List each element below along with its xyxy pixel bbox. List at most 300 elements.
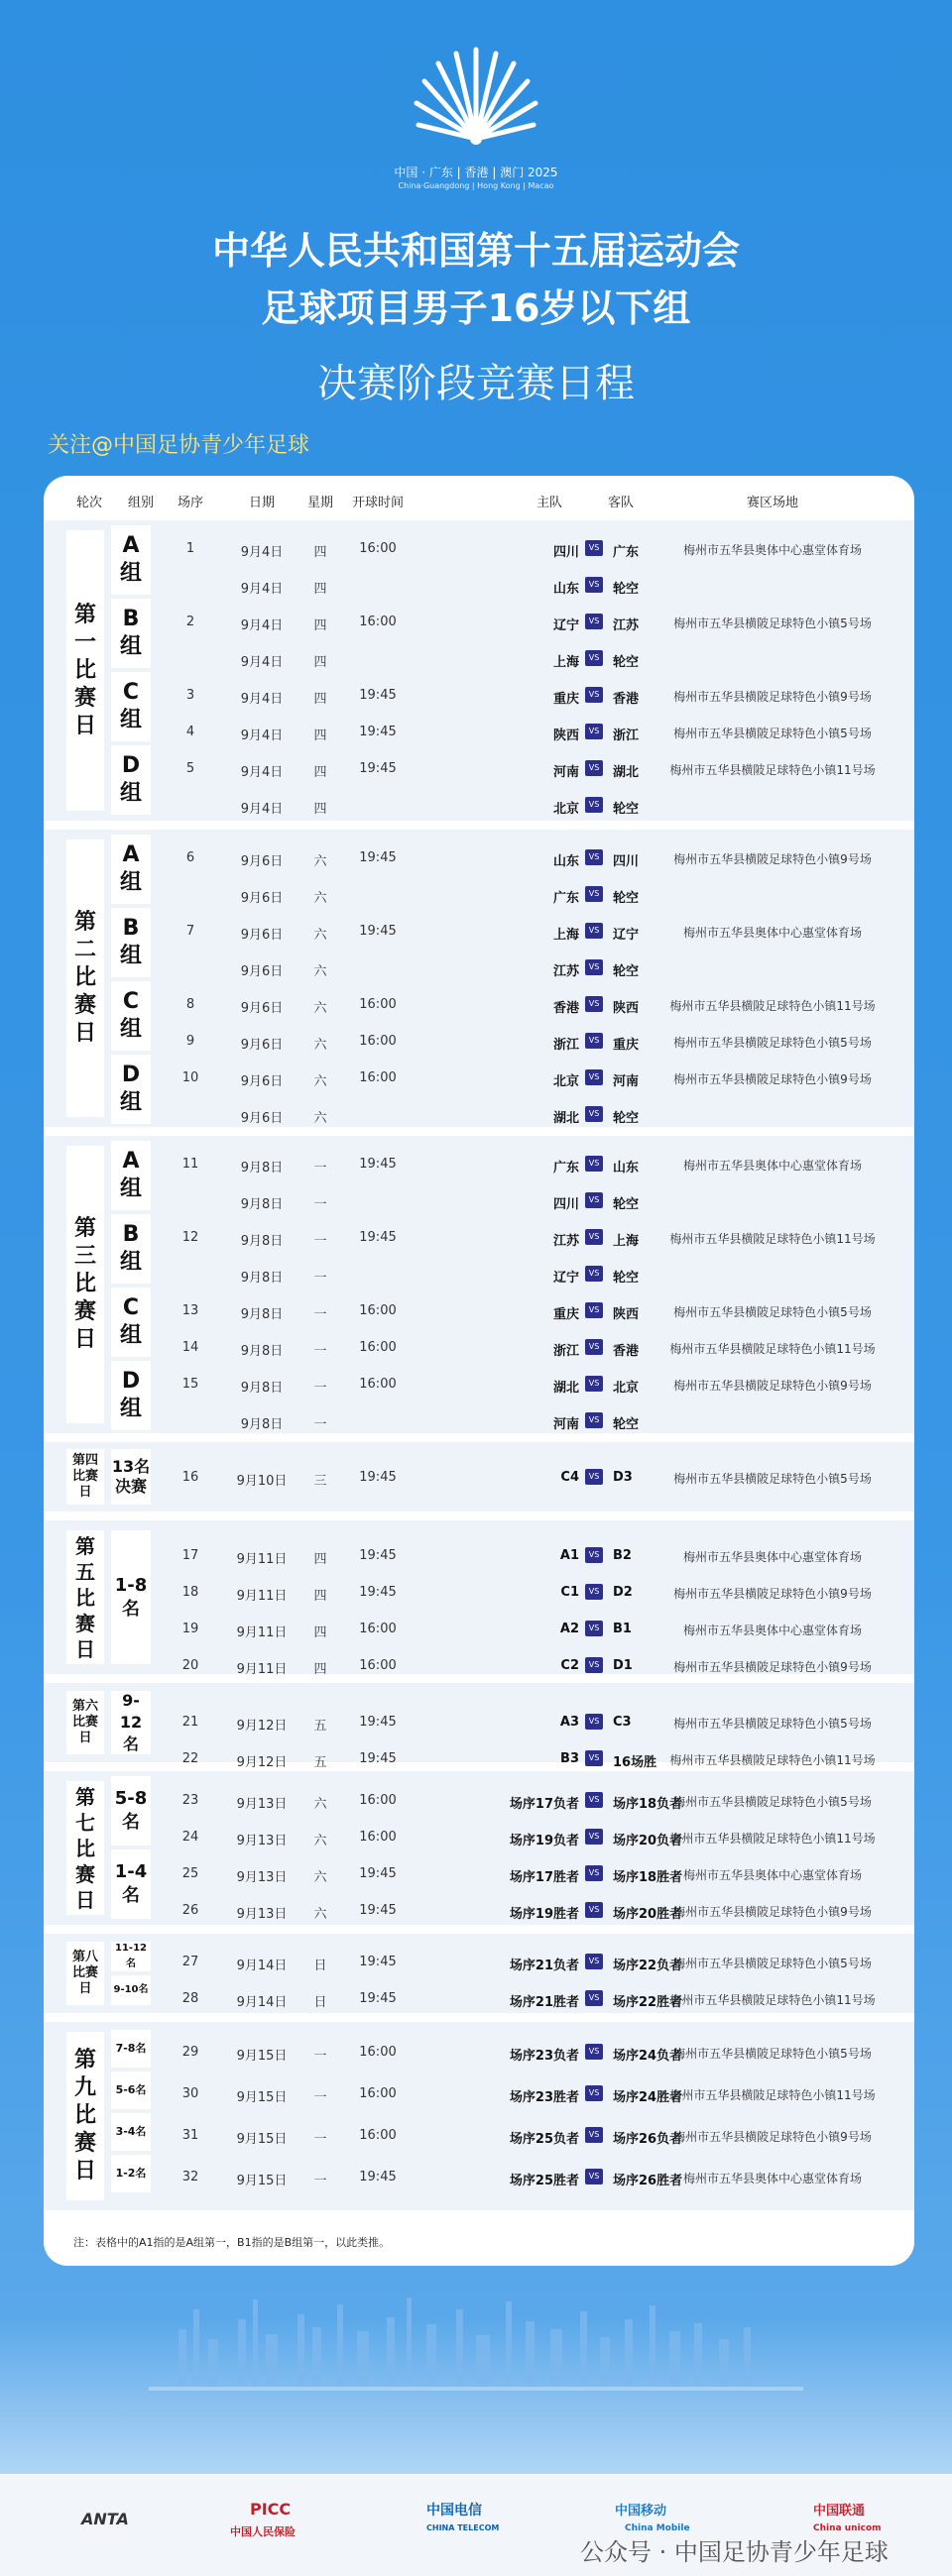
table-row <box>44 2117 914 2154</box>
home-team: 重庆 <box>552 1307 579 1322</box>
match-time: 19:45 <box>359 1751 397 1766</box>
home-team: C2 <box>560 1658 579 1673</box>
home-team: B3 <box>560 1751 579 1766</box>
match-seq: 16 <box>181 1470 199 1485</box>
header-round: 轮次 <box>75 496 103 510</box>
home-team: 山东 <box>552 854 579 869</box>
table-row <box>44 1402 914 1439</box>
day8-label: 第八 比赛 日 <box>66 1942 104 2005</box>
table-row <box>44 567 914 604</box>
table-row <box>44 714 914 750</box>
match-date: 9月12日 <box>236 1719 288 1734</box>
home-team: 北京 <box>552 1074 579 1089</box>
away-team: 轮空 <box>613 1111 640 1126</box>
title-line-1: 中华人民共和国第十五届运动会 <box>211 229 740 273</box>
vs-badge: VS <box>585 2044 603 2060</box>
match-date: 9月4日 <box>240 582 284 597</box>
away-team: 上海 <box>613 1234 640 1249</box>
match-venue: 梅州市五华县奥体中心惠堂体育场 <box>682 1868 863 1882</box>
vs-badge: VS <box>585 1865 603 1881</box>
group-b-label: B 组 <box>111 599 151 668</box>
table-row <box>44 2034 914 2071</box>
vs-badge: VS <box>585 1621 603 1636</box>
match-time: 19:45 <box>359 1715 397 1730</box>
vs-badge: VS <box>585 1266 603 1282</box>
match-date: 9月6日 <box>240 964 284 979</box>
match-date: 9月13日 <box>236 1834 288 1848</box>
match-weekday: 一 <box>313 2132 327 2147</box>
match-venue: 梅州市五华县横陂足球特色小镇5号场 <box>673 616 872 630</box>
match-weekday: 六 <box>313 1797 327 1812</box>
vs-badge: VS <box>585 1229 603 1245</box>
sponsor-telecom: 中国电信 <box>426 2503 482 2519</box>
home-team: 四川 <box>552 1197 579 1212</box>
match-venue: 梅州市五华县奥体中心惠堂体育场 <box>682 1624 863 1637</box>
match-weekday: 六 <box>313 1907 327 1922</box>
match-seq: 26 <box>181 1903 199 1918</box>
match-weekday: 六 <box>313 1870 327 1885</box>
match-weekday: 三 <box>313 1474 327 1489</box>
table-row <box>44 1819 914 1855</box>
vs-badge: VS <box>585 1106 603 1122</box>
away-team: 场序22胜者 <box>613 1995 683 2010</box>
vs-badge: VS <box>585 687 603 703</box>
match-time: 19:45 <box>359 1548 397 1563</box>
home-team: 江苏 <box>552 1234 579 1249</box>
schedule-card <box>44 476 914 2266</box>
vs-badge: VS <box>585 1954 603 1969</box>
away-team: C3 <box>613 1715 632 1730</box>
home-team: 辽宁 <box>552 618 579 633</box>
away-team: 江苏 <box>613 618 640 633</box>
table-row <box>44 1366 914 1402</box>
table-row <box>44 1944 914 1980</box>
day7-label: 第 七 比 赛 日 <box>66 1781 104 1915</box>
match-seq: 13 <box>181 1303 199 1318</box>
match-time: 19:45 <box>359 1903 397 1918</box>
match-date: 9月6日 <box>240 1074 284 1089</box>
match-seq: 12 <box>181 1230 199 1245</box>
match-venue: 梅州市五华县横陂足球特色小镇5号场 <box>673 1795 872 1809</box>
home-team: 场序21负者 <box>509 1959 579 1973</box>
match-time: 19:45 <box>359 1230 397 1245</box>
match-venue: 梅州市五华县横陂足球特色小镇11号场 <box>669 1342 876 1356</box>
match-seq: 32 <box>181 2170 199 2184</box>
sponsor-telecom-en: CHINA TELECOM <box>426 2523 500 2532</box>
vs-badge: VS <box>585 1339 603 1355</box>
table-row <box>44 986 914 1023</box>
match-date: 9月13日 <box>236 1870 288 1885</box>
match-weekday: 六 <box>313 1834 327 1848</box>
table-row <box>44 1611 914 1647</box>
match-seq: 29 <box>181 2045 199 2060</box>
day2-label: 第 二 比 赛 日 <box>66 840 104 1117</box>
placement-1-4-label: 1-4 名 <box>111 1849 151 1919</box>
vs-badge: VS <box>585 1033 603 1049</box>
header-time: 开球时间 <box>351 496 405 510</box>
away-team: 香港 <box>613 1344 640 1359</box>
home-team: 广东 <box>552 891 579 906</box>
away-team: 场序18胜者 <box>613 1870 683 1885</box>
match-weekday: 四 <box>313 802 327 817</box>
match-date: 9月11日 <box>236 1589 288 1604</box>
vs-badge: VS <box>585 2169 603 2184</box>
sponsor-mobile: 中国移动 <box>615 2504 667 2519</box>
group-c-label: C 组 <box>111 672 151 741</box>
vs-badge: VS <box>585 797 603 813</box>
table-row <box>44 1574 914 1611</box>
vs-badge: VS <box>585 1792 603 1808</box>
match-seq: 9 <box>185 1034 195 1049</box>
table-row <box>44 1980 914 2017</box>
match-weekday: 日 <box>313 1995 327 2010</box>
match-venue: 梅州市五华县奥体中心惠堂体育场 <box>682 1159 863 1173</box>
table-row <box>44 604 914 640</box>
table-row <box>44 1023 914 1060</box>
match-seq: 30 <box>181 2086 199 2101</box>
away-team: B2 <box>613 1548 632 1563</box>
match-seq: 3 <box>185 688 195 703</box>
home-team: 场序23负者 <box>509 2049 579 2064</box>
home-team: A1 <box>559 1548 579 1563</box>
match-venue: 梅州市五华县横陂足球特色小镇11号场 <box>669 2088 876 2102</box>
match-time: 16:00 <box>359 1034 397 1049</box>
match-venue: 梅州市五华县横陂足球特色小镇11号场 <box>669 1832 876 1846</box>
match-weekday: 四 <box>313 582 327 597</box>
table-row <box>44 1256 914 1292</box>
home-team: 场序21胜者 <box>509 1995 579 2010</box>
logo-caption-en: China·Guangdong | Hong Kong | Macao <box>398 181 554 190</box>
home-team: 场序19胜者 <box>509 1907 579 1922</box>
skyline-decoration <box>0 2270 952 2408</box>
match-seq: 14 <box>181 1340 199 1355</box>
match-date: 9月6日 <box>240 1001 284 1016</box>
away-team: 陕西 <box>613 1001 640 1016</box>
home-team: 场序17胜者 <box>509 1870 579 1885</box>
table-header <box>44 484 914 517</box>
vs-badge: VS <box>585 1302 603 1318</box>
match-time: 19:45 <box>359 1470 397 1485</box>
home-team: 场序25负者 <box>509 2132 579 2147</box>
match-seq: 5 <box>185 761 195 776</box>
home-team: 场序17负者 <box>509 1797 579 1812</box>
away-team: 场序20胜者 <box>613 1907 683 1922</box>
match-weekday: 四 <box>313 1625 327 1640</box>
match-venue: 梅州市五华县横陂足球特色小镇9号场 <box>673 1072 872 1086</box>
match-date: 9月15日 <box>236 2090 288 2105</box>
table-row <box>44 1182 914 1219</box>
vs-badge: VS <box>585 923 603 939</box>
match-time: 16:00 <box>359 2128 397 2143</box>
match-venue: 梅州市五华县横陂足球特色小镇9号场 <box>673 690 872 704</box>
table-row <box>44 1219 914 1256</box>
match-weekday: 一 <box>313 1197 327 1212</box>
vs-badge: VS <box>585 849 603 865</box>
placement-3-4-label: 3-4名 <box>111 2113 151 2151</box>
placement-5-8-label: 5-8 名 <box>111 1776 151 1846</box>
match-time: 16:00 <box>359 1830 397 1845</box>
away-team: 16场胜 <box>613 1755 657 1770</box>
follow-text[interactable]: 关注@中国足协青少年足球 <box>48 433 310 458</box>
vs-badge: VS <box>585 886 603 902</box>
header-venue: 赛区场地 <box>746 496 799 510</box>
match-date: 9月14日 <box>236 1995 288 2010</box>
group-d-label: D 组 <box>111 1361 151 1430</box>
match-weekday: 日 <box>313 1959 327 1973</box>
match-venue: 梅州市五华县横陂足球特色小镇9号场 <box>673 1587 872 1601</box>
match-date: 9月6日 <box>240 1111 284 1126</box>
match-seq: 1 <box>185 541 195 556</box>
home-team: 北京 <box>552 802 579 817</box>
match-seq: 24 <box>181 1830 199 1845</box>
day3-label: 第 三 比 赛 日 <box>66 1146 104 1423</box>
match-time: 16:00 <box>359 1070 397 1085</box>
match-time: 19:45 <box>359 924 397 939</box>
match-seq: 8 <box>185 997 195 1012</box>
match-seq: 21 <box>181 1715 199 1730</box>
match-date: 9月8日 <box>240 1344 284 1359</box>
home-team: 上海 <box>552 655 579 670</box>
match-weekday: 一 <box>313 1344 327 1359</box>
match-seq: 27 <box>181 1955 199 1969</box>
table-note: 注：表格中的A1指的是A组第一，B1指的是B组第一，以此类推。 <box>73 2236 391 2249</box>
match-time: 16:00 <box>359 1658 397 1673</box>
match-time: 19:45 <box>359 1585 397 1600</box>
match-weekday: 一 <box>313 2174 327 2188</box>
match-venue: 梅州市五华县横陂足球特色小镇9号场 <box>673 1905 872 1919</box>
match-venue: 梅州市五华县横陂足球特色小镇5号场 <box>673 2047 872 2061</box>
vs-badge: VS <box>585 1156 603 1172</box>
match-weekday: 一 <box>313 1307 327 1322</box>
match-venue: 梅州市五华县奥体中心惠堂体育场 <box>682 926 863 940</box>
match-time: 16:00 <box>359 997 397 1012</box>
match-date: 9月14日 <box>236 1959 288 1973</box>
away-team: 场序22负者 <box>613 1959 683 1973</box>
away-team: 河南 <box>613 1074 640 1089</box>
header-group: 组别 <box>127 496 155 510</box>
table-row <box>44 530 914 567</box>
table-row <box>44 1096 914 1133</box>
away-team: B1 <box>613 1622 632 1636</box>
group-d-label: D 组 <box>111 1055 151 1124</box>
sponsor-picc: PICC <box>250 2500 292 2519</box>
match-weekday: 四 <box>313 765 327 780</box>
home-team: 山东 <box>552 582 579 597</box>
placement-5-6-label: 5-6名 <box>111 2072 151 2109</box>
match-weekday: 四 <box>313 1662 327 1677</box>
match-date: 9月8日 <box>240 1234 284 1249</box>
away-team: 广东 <box>613 545 640 560</box>
away-team: 轮空 <box>613 1271 640 1286</box>
group-a-label: A 组 <box>111 525 151 595</box>
placement-1-8-label: 1-8 名 <box>111 1530 151 1664</box>
match-date: 9月6日 <box>240 891 284 906</box>
match-venue: 梅州市五华县横陂足球特色小镇11号场 <box>669 1753 876 1767</box>
home-team: 四川 <box>552 545 579 560</box>
home-team: 陕西 <box>552 728 579 743</box>
away-team: 辽宁 <box>613 928 640 943</box>
match-venue: 梅州市五华县奥体中心惠堂体育场 <box>682 543 863 557</box>
vs-badge: VS <box>585 1990 603 2006</box>
home-team: 上海 <box>552 928 579 943</box>
away-team: 陕西 <box>613 1307 640 1322</box>
match-time: 16:00 <box>359 1303 397 1318</box>
games-logo <box>0 0 952 208</box>
home-team: 场序19负者 <box>509 1834 579 1848</box>
away-team: 轮空 <box>613 1197 640 1212</box>
match-venue: 梅州市五华县横陂足球特色小镇5号场 <box>673 1305 872 1319</box>
vs-badge: VS <box>585 650 603 666</box>
match-date: 9月8日 <box>240 1197 284 1212</box>
match-time: 19:45 <box>359 1955 397 1969</box>
header-home: 主队 <box>536 496 563 510</box>
match-date: 9月13日 <box>236 1797 288 1812</box>
match-weekday: 五 <box>313 1719 327 1734</box>
header-seq: 场序 <box>177 496 204 510</box>
vs-badge: VS <box>585 724 603 739</box>
away-team: 场序20负者 <box>613 1834 683 1848</box>
home-team: C4 <box>560 1470 579 1485</box>
vs-badge: VS <box>585 2085 603 2101</box>
away-team: 山东 <box>613 1161 640 1176</box>
vs-badge: VS <box>585 1714 603 1730</box>
match-venue: 梅州市五华县奥体中心惠堂体育场 <box>682 2172 863 2185</box>
away-team: 湖北 <box>613 765 640 780</box>
vs-badge: VS <box>585 1069 603 1085</box>
match-seq: 23 <box>181 1793 199 1808</box>
match-weekday: 四 <box>313 1589 327 1604</box>
title-line-2: 足球项目男子16岁以下组 <box>261 286 691 330</box>
sponsor-mobile-en: China Mobile <box>625 2523 690 2533</box>
home-team: 河南 <box>552 765 579 780</box>
match-date: 9月8日 <box>240 1381 284 1396</box>
match-seq: 7 <box>185 924 195 939</box>
group-c-label: C 组 <box>111 1288 151 1357</box>
match-time: 19:45 <box>359 2170 397 2184</box>
home-team: 湖北 <box>552 1111 579 1126</box>
match-venue: 梅州市五华县横陂足球特色小镇5号场 <box>673 727 872 740</box>
day9-label: 第 九 比 赛 日 <box>66 2032 104 2200</box>
match-weekday: 五 <box>313 1755 327 1770</box>
match-venue: 梅州市五华县横陂足球特色小镇9号场 <box>673 852 872 866</box>
away-team: 场序26胜者 <box>613 2174 683 2188</box>
match-date: 9月11日 <box>236 1662 288 1677</box>
away-team: 轮空 <box>613 1417 640 1432</box>
table-row <box>44 950 914 986</box>
match-seq: 6 <box>185 850 195 865</box>
away-team: 轮空 <box>613 802 640 817</box>
home-team: 湖北 <box>552 1381 579 1396</box>
match-weekday: 六 <box>313 1038 327 1053</box>
match-seq: 20 <box>181 1658 199 1673</box>
match-time: 19:45 <box>359 1991 397 2006</box>
match-seq: 18 <box>181 1585 199 1600</box>
away-team: 四川 <box>613 854 640 869</box>
away-team: D2 <box>613 1585 633 1600</box>
vs-badge: VS <box>585 959 603 975</box>
table-row <box>44 1647 914 1684</box>
match-seq: 28 <box>181 1991 199 2006</box>
table-row <box>44 876 914 913</box>
match-seq: 4 <box>185 725 195 739</box>
away-team: 轮空 <box>613 582 640 597</box>
match-venue: 梅州市五华县横陂足球特色小镇5号场 <box>673 1036 872 1050</box>
vs-badge: VS <box>585 577 603 593</box>
home-team: 重庆 <box>552 692 579 707</box>
watermark: 公众号 · 中国足协青少年足球 <box>580 2538 889 2566</box>
vs-badge: VS <box>585 614 603 629</box>
away-team: 北京 <box>613 1381 640 1396</box>
day4-label: 第四 比赛 日 <box>66 1449 104 1505</box>
match-date: 9月4日 <box>240 728 284 743</box>
home-team: 场序23胜者 <box>509 2090 579 2105</box>
match-date: 9月8日 <box>240 1271 284 1286</box>
table-row <box>44 787 914 824</box>
match-time: 19:45 <box>359 688 397 703</box>
vs-badge: VS <box>585 1829 603 1845</box>
match-weekday: 六 <box>313 854 327 869</box>
vs-badge: VS <box>585 1750 603 1766</box>
match-time: 19:45 <box>359 1157 397 1172</box>
match-date: 9月4日 <box>240 545 284 560</box>
vs-badge: VS <box>585 1376 603 1392</box>
away-team: 场序24胜者 <box>613 2090 683 2105</box>
away-team: D1 <box>613 1658 633 1673</box>
match-time: 19:45 <box>359 725 397 739</box>
vs-badge: VS <box>585 1412 603 1428</box>
match-date: 9月10日 <box>236 1474 288 1489</box>
away-team: D3 <box>613 1470 633 1485</box>
table-row <box>44 750 914 787</box>
match-time: 16:00 <box>359 2086 397 2101</box>
match-weekday: 六 <box>313 891 327 906</box>
table-row <box>44 913 914 950</box>
match-date: 9月15日 <box>236 2132 288 2147</box>
match-date: 9月11日 <box>236 1552 288 1567</box>
table-row <box>44 640 914 677</box>
placement-11-12-label: 11-12名 <box>111 1942 151 1971</box>
day5-label: 第 五 比 赛 日 <box>66 1530 104 1664</box>
placement-7-8-label: 7-8名 <box>111 2030 151 2068</box>
table-row <box>44 1892 914 1929</box>
match-date: 9月13日 <box>236 1907 288 1922</box>
home-team: 辽宁 <box>552 1271 579 1286</box>
vs-badge: VS <box>585 1469 603 1485</box>
away-team: 香港 <box>613 692 640 707</box>
match-time: 16:00 <box>359 1377 397 1392</box>
home-team: 场序25胜者 <box>509 2174 579 2188</box>
match-time: 16:00 <box>359 1622 397 1636</box>
table-row <box>44 1704 914 1740</box>
table-row <box>44 1459 914 1496</box>
away-team: 轮空 <box>613 964 640 979</box>
table-row <box>44 2075 914 2112</box>
table-row <box>44 1292 914 1329</box>
match-time: 19:45 <box>359 1866 397 1881</box>
home-team: 江苏 <box>552 964 579 979</box>
match-date: 9月4日 <box>240 655 284 670</box>
table-row <box>44 840 914 876</box>
match-weekday: 一 <box>313 2049 327 2064</box>
day6-label: 第六 比赛 日 <box>66 1691 104 1754</box>
table-row <box>44 1060 914 1096</box>
vs-badge: VS <box>585 540 603 556</box>
match-weekday: 四 <box>313 655 327 670</box>
match-date: 9月6日 <box>240 928 284 943</box>
match-weekday: 四 <box>313 1552 327 1567</box>
home-team: 河南 <box>552 1417 579 1432</box>
match-seq: 31 <box>181 2128 199 2143</box>
